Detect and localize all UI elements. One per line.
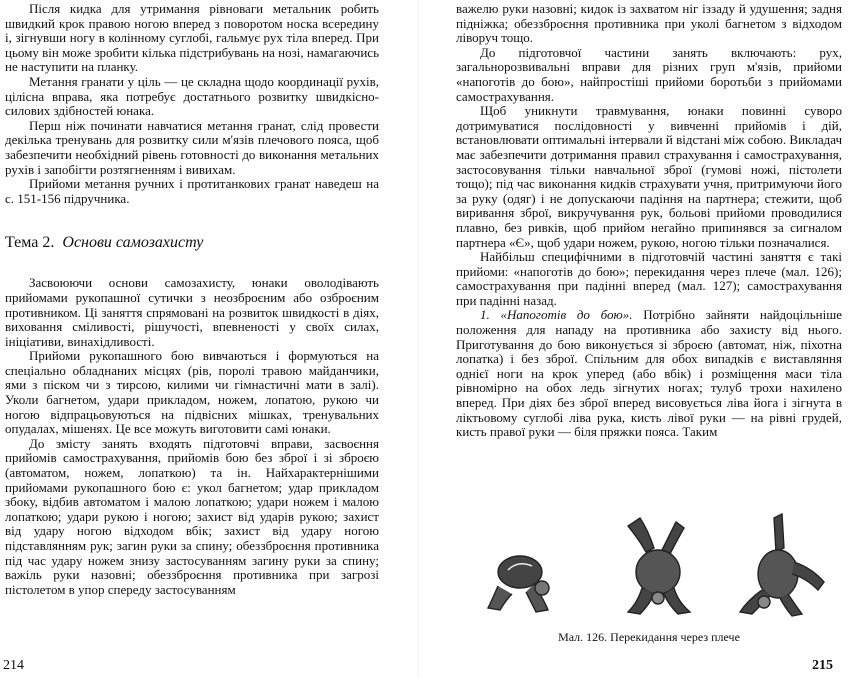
shoulder-roll-illustration <box>478 508 840 622</box>
figure-caption: Мал. 126. Перекидання через плече <box>558 630 740 644</box>
paragraph <box>456 308 842 439</box>
topic-heading <box>5 234 379 252</box>
topic-label: Тема 2. <box>5 234 55 252</box>
paragraph: Метання гранати у ціль — це складна щодо координації рухів, цілісна вправа, яка потребує достатнього розвитку швидкісно-силових здібностей юнака. <box>5 73 379 119</box>
paragraph: Найбільш специфічними в підготовчій частині заняття є такі прийоми: «напоготів до бою»; перекидання через плече (мал. 126); самострахування при падінні вперед (мал. 127); самострахування при падінні назад. <box>456 249 842 308</box>
paragraph: До змісту занять входять підготовчі вправи, засвоєння прийомів самострахування, прийомів бою без зброї і зі зброєю (автоматом, ножем, лопаткою) та ін. Найхарактернішими прийомами рукопашного бою є: укол багнетом; удар прикладом збоку, відбив автоматом і малою лопаткою; удари ножем і малою лопаткою; удари рукою і ногою; захист від ударів рукою; захист від удару ногою відходом вбік; захист від удару ногою підставлянням рук; загин руки за спину; обеззброєння противника під час удару ножем знизу застосуванням загину руки за спину; важіль руки назовні; обеззброєння противника при загрозі пістолетом в упор спереду застосуванням <box>5 435 379 597</box>
paragraph: Прийоми рукопашного бою вивчаються і формуються на спеціально обладнаних місцях (рів, поролі травою майданчики, ями з піском чи з тирсою, килими чи гімнастичні мати в залі). Уколи багнетом, удари прикладом, ножем, лопатою, рукою чи ногою відпрацьовуються на підвісних мішках, тренувальних опудалах, мішенях. Це все можуть виготовити самі юнаки. <box>5 348 379 437</box>
right-page-column <box>456 2 842 440</box>
page-number-right: 215 <box>812 658 833 673</box>
paragraph-lead: 1. «Напоготів до бою». <box>480 307 633 323</box>
paragraph: Після кидка для утримання рівноваги метальник робить швидкий крок правою ногою вперед з поворотом носка всередину і, зігнувши ногу в колінному суглобі, гальмує рух тіла вперед. При цьому він може зробити кілька підстрибувань на нозі, намагаючись не наступити на планку. <box>5 1 379 75</box>
left-page-column <box>5 2 379 597</box>
figure-bend <box>628 518 690 614</box>
paragraph: Перш ніж починати навчатися метання гранат, слід провести декілька тренувань для розвитку сили м'язів плечового пояса, щоб забезпечити необхідний рівень готовності до виконання метальних рухів і запобігти розтягненням і вивихам. <box>5 117 379 177</box>
page-gutter <box>418 0 419 678</box>
paragraph: важелю руки назовні; кидок із захватом ніг іззаду й удушення; задня підніжка; обеззброєння противника при уколі багнетом з відходом ліворуч тощо. <box>456 1 842 46</box>
figure-illustration <box>478 508 840 622</box>
paragraph-body: Потрібно зайняти найдоцільніше положення для нападу на противника або захисту від нього. Приготування до бою виконується зі зброєю (автомат, ніж, піхотна лопатка) і без зброї. Спільним для обох випадків є виставляння однієї ноги на крок уперед (або вбік) і розміщення маси тіла рівномірно на обох ледь зігнутих ногах; тулуб трохи нахилено вперед. При діях без зброї вперед висовується ліва йога і зігнута в ліктьовому суглобі ліва рука, кисть лівої руки — на рівні грудей, кисть правої руки — біля пряжки пояса. Таким <box>456 307 842 440</box>
paragraph: Прийоми метання ручних і протитанкових гранат наведеш на с. 151-156 підручника. <box>5 176 379 206</box>
page-number-left: 214 <box>3 658 24 673</box>
topic-title: Основи самозахисту <box>62 234 204 252</box>
figure-roll <box>740 514 824 616</box>
paragraph: Засвоюючи основи самозахисту, юнаки оволодівають прийомами рукопашної сутички з неозброєним або озброєним противником. Ці заняття спрямовані на розвиток швидкості в діях, виховання сміливості, рішучості, впевненості у своїх силах, ініціативи, винахідливості. <box>5 275 379 349</box>
figure-crouch <box>488 556 549 612</box>
paragraph: До підготовчої частини занять включають: рух, загальнорозвивальні вправи для різних груп м'язів, прийоми «напоготів до бою», найпростіші прийоми боротьби з прийомами самострахування. <box>456 44 842 104</box>
paragraph: Щоб уникнути травмування, юнаки повинні суворо дотримуватися послідовності у вивченні прийомів і дій, встановлювати оптимальні інтервали й відстані між собою. Викладач має забезпечити дотримання правил страхування і самострахування, застосовування тільки навчальної зброї (гумові ножі, пістолети тощо); під час виконання кидків страхувати учня, притримуючи його за руку (одяг) і не допускаючи падіння на партнера; стежити, щоб виривання зброї, викручування рук, больові прийоми проводилися плавно, без ривків, щоб прийом негайно припинявся за сигналом партнера «Є», щоб удари ножем, рукою, ногою тільки позначалися. <box>456 103 842 250</box>
